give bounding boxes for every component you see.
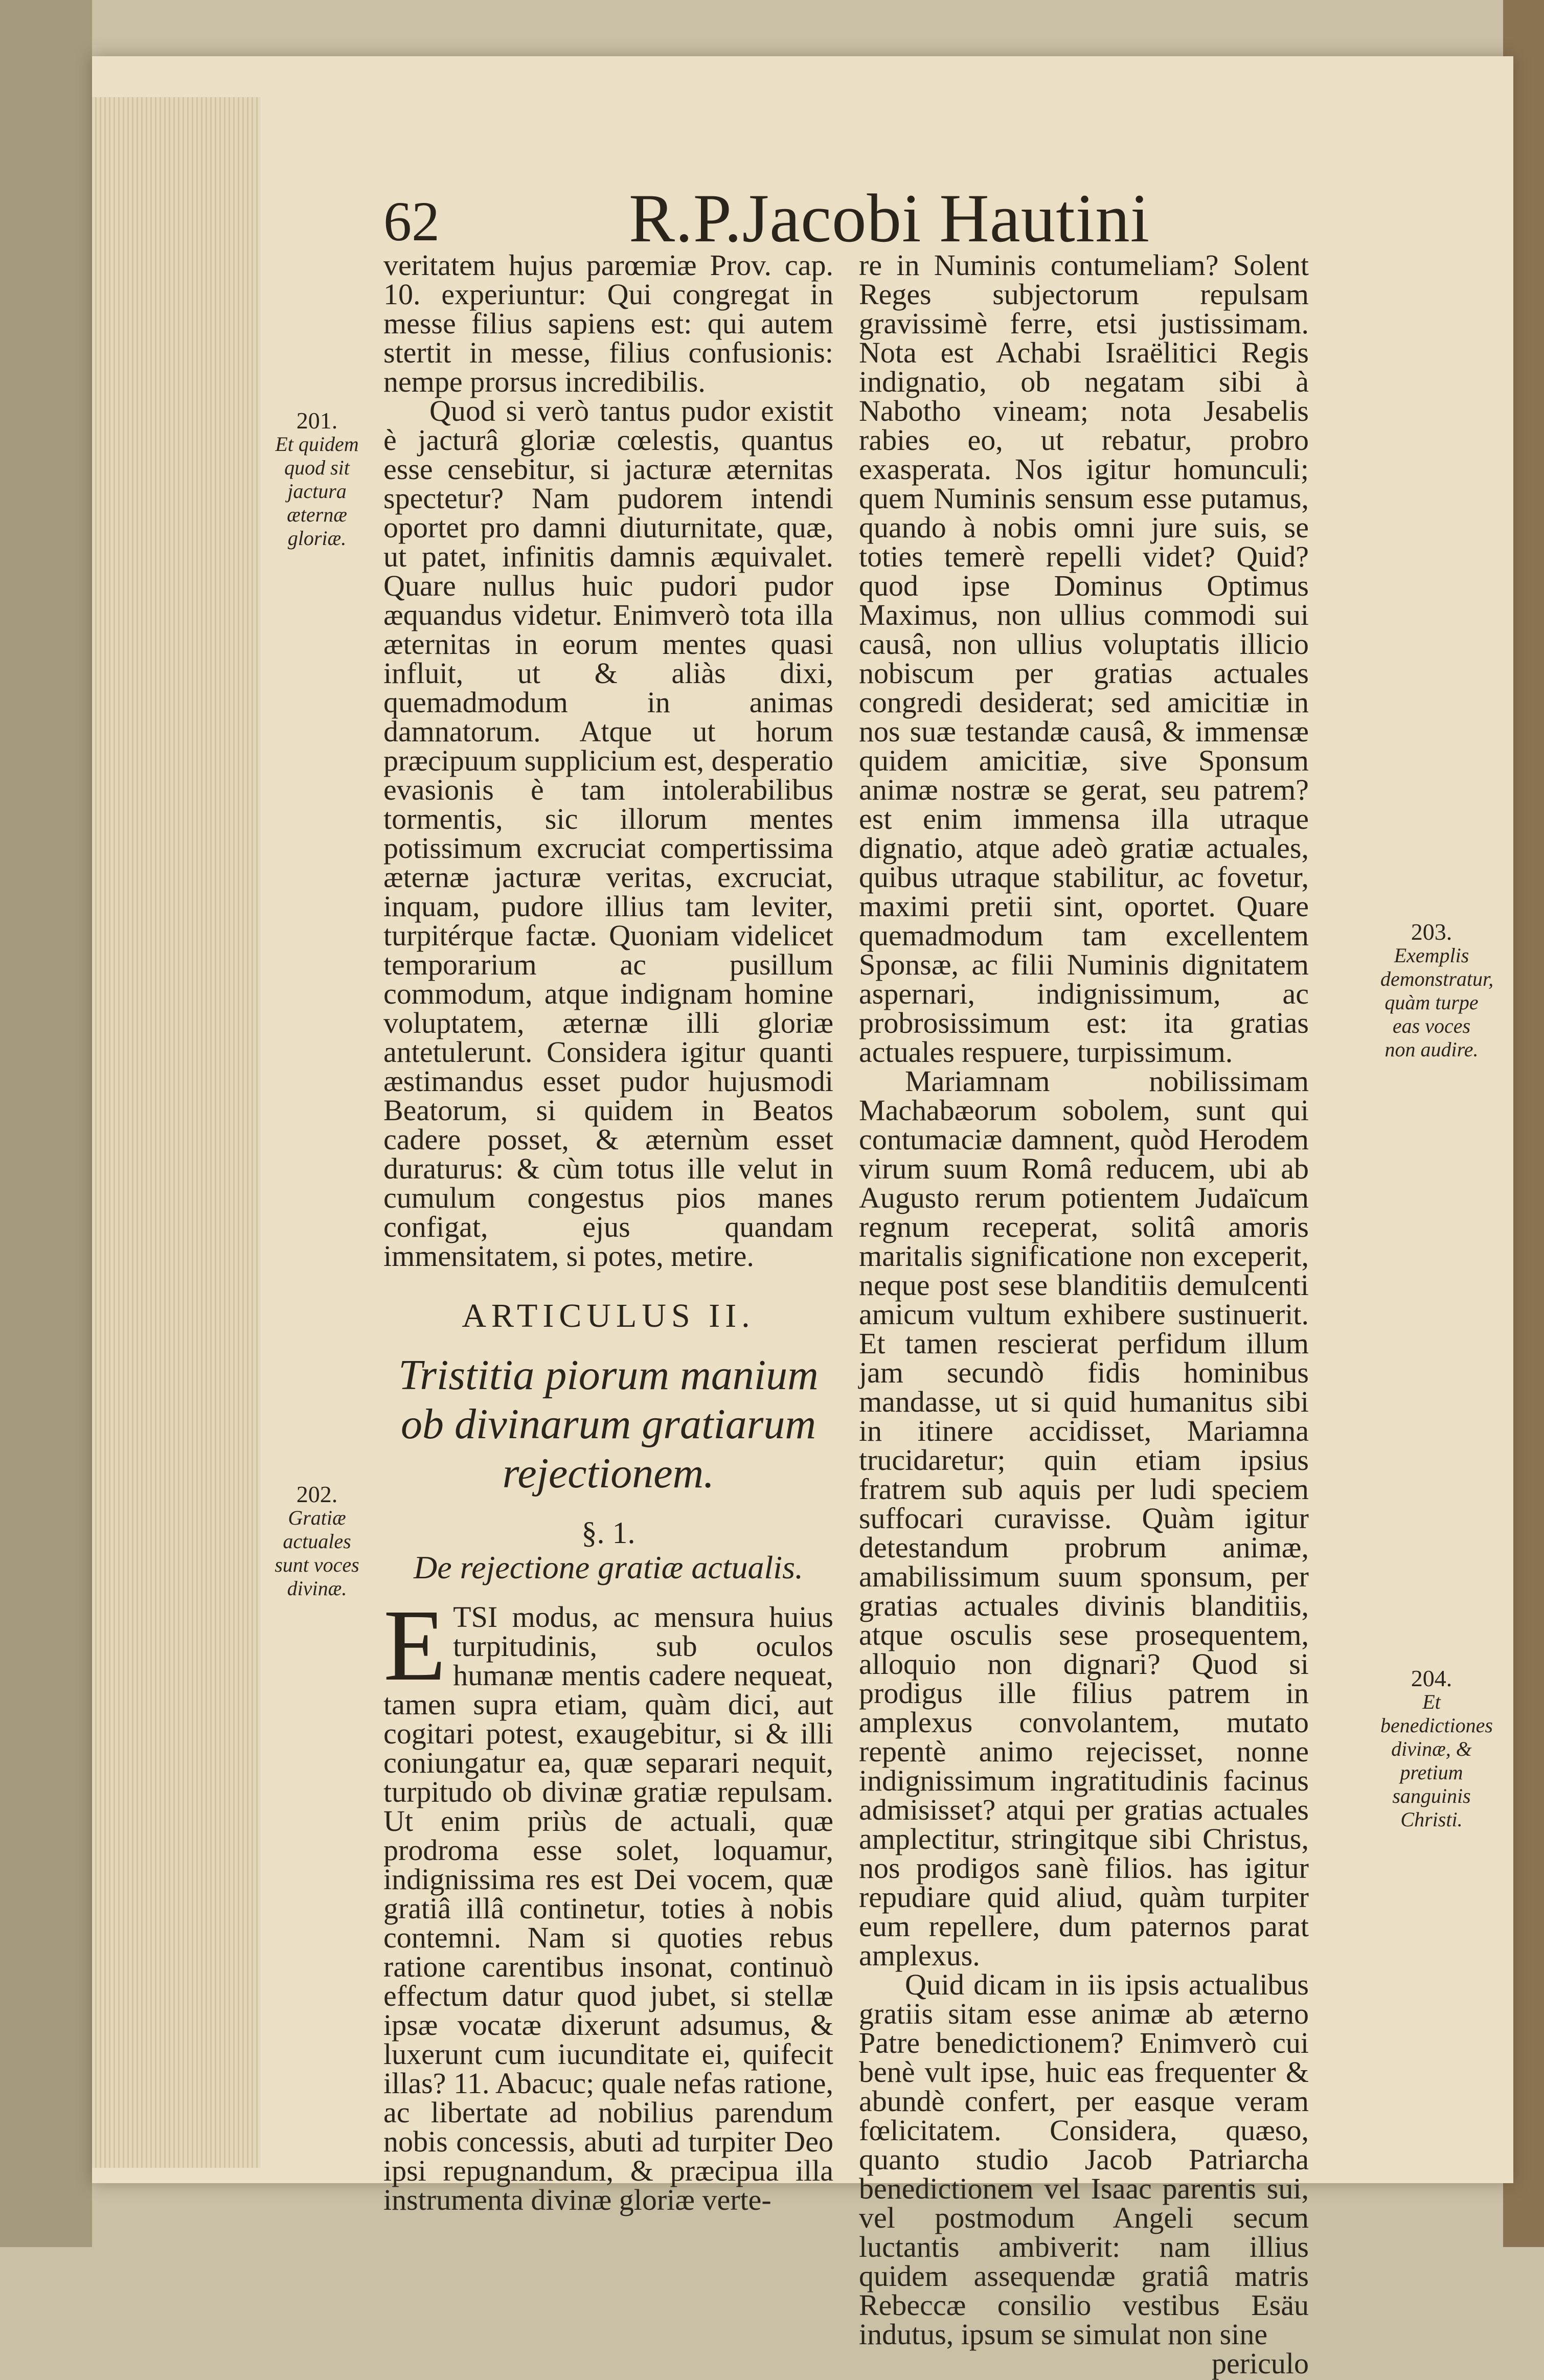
left-paragraph-3-text: TSI modus, ac mensura huius turpitudinis, sub oculos humanæ mentis cadere nequeat, tamen supra etiam, quàm dici, aut cogitari potest, exaugebitur, si & illi coniungatur ea, quæ separari nequit, turpitudo ob divinæ gratiæ repulsam. Ut enim priùs de actuali, quæ prodroma esse solet, loquamur, indignissima res est Dei vocem, quæ gratiâ illâ continetur, toties à nobis contemni. Nam si quoties rebus ratione carentibus insonat, continuò effectum datur quod jubet, si stellæ ipsæ vocatæ dixerunt adsumus, & luxerunt cum iucunditate ei, quifecit illas? 11. Abacuc; quale nefas ratione, ac libertate ad nobilius parendum nobis concessis, abuti ad turpiter Deo ipsi repugnandum, & præcipua illa instrumenta divinæ gloriæ verte-: [383, 1600, 833, 2216]
page-edges: [92, 97, 261, 2168]
article-title: ARTICULUS II.: [462, 1297, 755, 1334]
margin-note-203-number: 203.: [1411, 919, 1452, 945]
left-paragraph-2: Quod si verò tantus pudor existit è jacturâ gloriæ cœlestis, quantus esse censebitur, si jacturæ æternitas spectetur? Nam pudorem intendi oportet pro damni diuturnitate, quæ, ut patet, infinitis damnis æquivalet. Quare nullus huic pudori pudor æquandus videtur. Enimverò tota illa æternitas in eorum mentes quasi influit, ut & aliàs dixi, quemadmodum in animas damnatorum. Atque ut horum præcipuum supplicium est, desperatio evasionis è tam intolerabilibus tormentis, sic illorum mentes potissimum excruciat compertissima æternæ jacturæ veritas, excruciat, inquam, pudore illius tam leviter, turpitérque factæ. Quoniam videlicet temporarium ac pusillum commodum, atque indignam homine voluptatem, æternæ illi gloriæ antetulerunt. Considera igitur quanti æstimandus esset pudor hujusmodi Beatorum, si quidem in Beatos cadere posset, & æternùm esset duraturus: & cùm totus ille velut in cumulum congestus pios manes configat, ejus quandam immensitatem, si potes, metire.: [383, 394, 833, 1273]
background-left: [0, 0, 92, 2247]
drop-cap: E: [383, 1589, 446, 1702]
margin-note-201-number: 201.: [296, 407, 338, 434]
margin-note-204: [1380, 1665, 1493, 1831]
section-number: §. 1.: [581, 1516, 635, 1550]
running-title: R.P.Jacobi Hautini: [629, 180, 1150, 257]
page-header: [383, 123, 1406, 257]
margin-note-201-text: Et quidem quod sit jactura æternæ gloriæ.: [275, 433, 359, 550]
right-paragraph-3: Quid dicam in iis ipsis actualibus gratiis sitam esse animæ ab æterno Patre benedictionem? Enimverò cui benè vult ipse, huic eas frequenter & abundè confert, per easque veram fœlicitatem. Considera, quæso, quanto studio Jacob Patriarcha benedictionem vel Isaac parentis sui, vel postmodum Angeli secum luctantis ambiverit: nam illius quidem assequendæ gratiâ matris Rebeccæ consilio vestibus Esäu indutus, ipsum se simulat non sine: [859, 1968, 1309, 2351]
margin-note-204-number: 204.: [1411, 1665, 1452, 1691]
section-title: De rejectione gratiæ actualis.: [414, 1549, 803, 1585]
right-paragraph-1: re in Numinis contumeliam? Solent Reges subjectorum repulsam gravissimè ferre, etsi justissimam. Nota est Achabi Israëlitici Regis indignatio, ob negatam sibi à Nabotho vineam; nota Jesabelis rabies eo, ut rebatur, probro exasperata. Nos igitur homunculi; quem Numinis sensum esse putamus, quando à nobis omni jure suis, se toties temerè repelli videt? Quid? quod ipse Dominus Optimus Maximus, non ullius commodi sui causâ, non ullius voluptatis illicio nobiscum per gratias actuales congredi desiderat; sed amicitiæ in nos suæ testandæ causâ, & immensæ quidem amicitiæ, sive Sponsum animæ nostræ se gerat, seu patrem? est enim immensa illa utraque dignatio, atque adeò gratiæ actuales, quibus utraque stabilitur, ac fovetur, maximi pretii sint, oportet. Quare quemadmodum tam excellentem Sponsæ, ac filii Numinis dignitatem aspernari, indignissimum, ac probrosissimum est: ita gratias actuales respuere, turpissimum.: [859, 248, 1309, 1069]
right-paragraph-2: Mariamnam nobilissimam Machabæorum sobolem, sunt qui contumaciæ damnent, quòd Herodem virum suum Româ reducem, ubi ab Augusto rerum potientem Judaïcum regnum receperat, solitâ amoris maritalis significatione non exceperit, neque post sese blanditiis demulcenti amicum vultum exhibere sustinuerit. Et tamen rescierat perfidum illum jam secundò fidis hominibus mandasse, ut si quid humanitus sibi in itinere accidisset, Mariamna trucidaretur; quin etiam ipsius fratrem sub aquis per ludi speciem suffocari curavisse. Quàm igitur detestandum probrum animæ, amabilissimum suum sponsum, per gratias actuales divinis blanditiis, atque osculis sese prosequentem, alloquio non dignari? Quod si prodigus ille filius patrem in amplexus convolantem, mutato repentè animo rejecisset, nonne indignissimum ingratitudinis facinus admisisset? atqui per gratias actuales amplectitur, stringitque sibi Christus, nos prodigos sanè filios. has igitur repudiare quid aliud, quàm turpiter eum repellere, dum paternos parat amplexus.: [859, 1064, 1309, 1972]
page-number: 62: [383, 190, 440, 253]
margin-note-201: [266, 409, 368, 550]
left-column: [383, 248, 833, 2216]
margin-note-203-text: Exemplis demonstratur, quàm turpe eas voces non audire.: [1380, 944, 1494, 1061]
article-subtitle: Tristitia piorum manium ob divinarum gratiarum rejectionem.: [398, 1351, 819, 1497]
margin-note-203: [1380, 919, 1494, 1061]
catchword: periculo: [1211, 2347, 1309, 2380]
margin-note-202-text: Gratiæ actuales sunt voces divinæ.: [275, 1506, 359, 1600]
left-paragraph-3: [383, 1589, 833, 2216]
right-column: [859, 248, 1309, 2380]
margin-note-202: [266, 1483, 368, 1600]
margin-note-202-number: 202.: [296, 1481, 338, 1507]
margin-note-204-text: Et benedictiones divinæ, & pretium sanguinis Christi.: [1380, 1690, 1493, 1831]
left-paragraph-1: veritatem hujus parœmiæ Prov. cap. 10. experiuntur: Qui congregat in messe filius sapiens est: qui autem stertit in messe, filius confusionis: nempe prorsus incredibilis.: [383, 248, 833, 398]
